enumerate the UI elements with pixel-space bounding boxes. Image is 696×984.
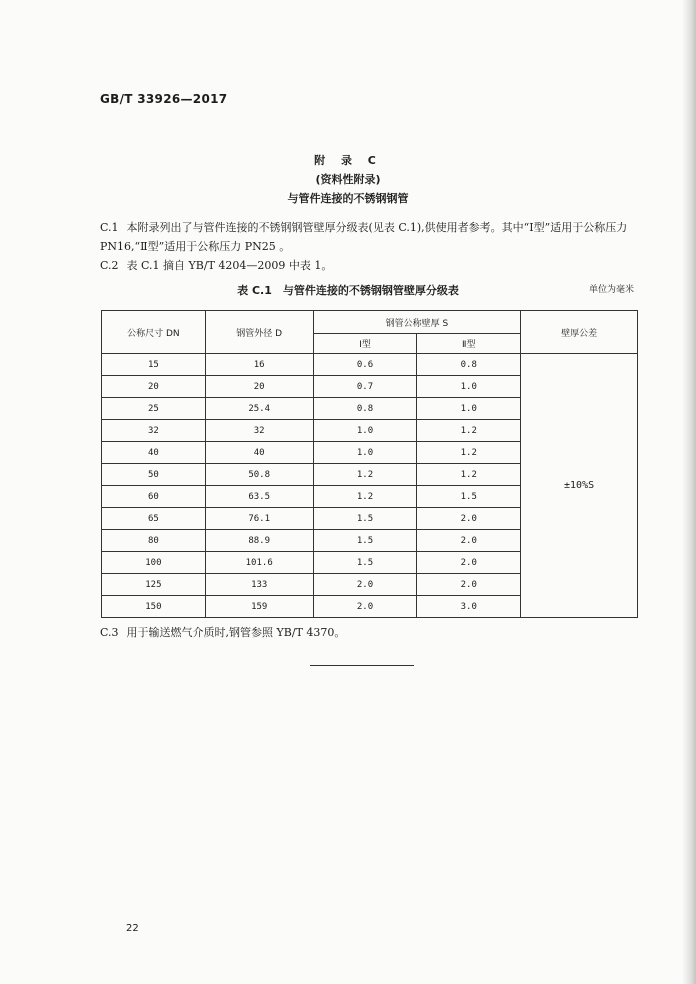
cell-type1: 1.2 — [313, 464, 417, 486]
cell-od: 88.9 — [205, 530, 313, 552]
page-number: 22 — [126, 923, 139, 934]
cell-od: 25.4 — [205, 398, 313, 420]
table-caption: 表 C.1 与管件连接的不锈钢钢管壁厚分级表 — [237, 284, 459, 297]
cell-type1: 0.8 — [313, 398, 417, 420]
cell-dn: 100 — [102, 552, 206, 574]
cell-dn: 20 — [102, 376, 206, 398]
header-dn: 公称尺寸 DN — [102, 311, 206, 354]
annex-label: 附 录 C — [314, 154, 382, 167]
cell-type1: 1.5 — [313, 552, 417, 574]
cell-type1: 1.0 — [313, 420, 417, 442]
page-edge-shadow — [682, 0, 696, 984]
table-unit: 单位为毫米 — [588, 285, 634, 295]
clause-number: C.2 — [100, 259, 119, 272]
cell-dn: 40 — [102, 442, 206, 464]
cell-type2: 1.2 — [417, 442, 521, 464]
end-rule — [310, 665, 414, 666]
cell-type2: 1.0 — [417, 376, 521, 398]
clause-c3 — [100, 623, 640, 642]
cell-type2: 2.0 — [417, 508, 521, 530]
cell-dn: 60 — [102, 486, 206, 508]
cell-dn: 80 — [102, 530, 206, 552]
cell-type2: 1.2 — [417, 420, 521, 442]
cell-od: 159 — [205, 596, 313, 618]
clause-number: C.1 — [100, 221, 119, 234]
header-wall: 钢管公称壁厚 S — [313, 311, 521, 334]
cell-type1: 1.5 — [313, 530, 417, 552]
cell-od: 20 — [205, 376, 313, 398]
table-row — [102, 354, 638, 376]
wall-thickness-table — [101, 310, 638, 618]
cell-od: 133 — [205, 574, 313, 596]
clause-c2 — [100, 256, 640, 275]
clause-text: 用于输送燃气介质时,钢管参照 YB/T 4370。 — [126, 626, 346, 639]
document-id: GB/T 33926—2017 — [100, 92, 228, 106]
cell-type2: 3.0 — [417, 596, 521, 618]
cell-type1: 1.2 — [313, 486, 417, 508]
cell-type1: 0.6 — [313, 354, 417, 376]
cell-type2: 2.0 — [417, 530, 521, 552]
header-type2: Ⅱ型 — [417, 334, 521, 354]
clause-text: 本附录列出了与管件连接的不锈钢钢管壁厚分级表(见表 C.1),供使用者参考。其中“Ⅰ型”适用于公称压力 PN16,“Ⅱ型”适用于公称压力 PN25 。 — [100, 221, 628, 253]
cell-dn: 65 — [102, 508, 206, 530]
cell-type1: 0.7 — [313, 376, 417, 398]
annex-title: 与管件连接的不锈钢钢管 — [287, 192, 409, 205]
cell-od: 76.1 — [205, 508, 313, 530]
cell-type1: 1.0 — [313, 442, 417, 464]
cell-tolerance: ±10%S — [521, 354, 638, 618]
header-tolerance: 壁厚公差 — [521, 311, 638, 354]
cell-type2: 1.5 — [417, 486, 521, 508]
cell-od: 16 — [205, 354, 313, 376]
cell-type1: 1.5 — [313, 508, 417, 530]
cell-dn: 25 — [102, 398, 206, 420]
cell-dn: 125 — [102, 574, 206, 596]
cell-od: 63.5 — [205, 486, 313, 508]
header-od: 钢管外径 D — [205, 311, 313, 354]
cell-od: 101.6 — [205, 552, 313, 574]
cell-dn: 150 — [102, 596, 206, 618]
cell-type2: 2.0 — [417, 552, 521, 574]
header-type1: Ⅰ型 — [313, 334, 417, 354]
cell-type2: 1.0 — [417, 398, 521, 420]
clause-c1 — [100, 218, 640, 256]
cell-dn: 15 — [102, 354, 206, 376]
cell-type1: 2.0 — [313, 596, 417, 618]
cell-type2: 1.2 — [417, 464, 521, 486]
cell-od: 50.8 — [205, 464, 313, 486]
clause-number: C.3 — [100, 626, 119, 639]
cell-od: 40 — [205, 442, 313, 464]
cell-type2: 2.0 — [417, 574, 521, 596]
cell-type2: 0.8 — [417, 354, 521, 376]
annex-type: (资料性附录) — [315, 173, 381, 186]
cell-type1: 2.0 — [313, 574, 417, 596]
cell-dn: 50 — [102, 464, 206, 486]
clause-text: 表 C.1 摘自 YB/T 4204—2009 中表 1。 — [126, 259, 333, 272]
cell-od: 32 — [205, 420, 313, 442]
cell-dn: 32 — [102, 420, 206, 442]
